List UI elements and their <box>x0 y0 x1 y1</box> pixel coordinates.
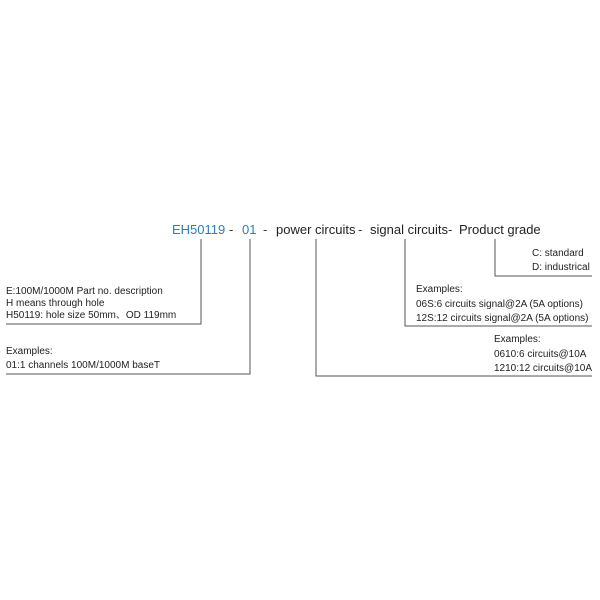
code-signal: signal circuits <box>370 222 449 237</box>
signal-example-2: 12S:12 circuits signal@2A (5A options) <box>416 313 589 324</box>
code-channel: 01 <box>242 222 257 237</box>
signal-example-1: 06S:6 circuits signal@2A (5A options) <box>416 299 583 310</box>
code-prefix: EH50119 <box>172 222 226 237</box>
power-examples-heading: Examples: <box>494 334 541 345</box>
grade-option-c: C: standard <box>532 248 584 259</box>
code-grade: Product grade <box>459 222 541 237</box>
prefix-desc-line-1: E:100M/1000M Part no. description <box>6 286 163 297</box>
code-separator-4: - <box>448 222 453 237</box>
code-separator-3: - <box>358 222 363 237</box>
signal-examples <box>416 284 588 325</box>
power-examples <box>494 334 592 375</box>
channel-examples-heading: Examples: <box>6 346 53 357</box>
prefix-description <box>6 286 176 322</box>
code-separator-1: - <box>229 222 234 237</box>
prefix-desc-line-2: H means through hole <box>6 298 105 309</box>
code-separator-2: - <box>263 222 268 237</box>
grade-options <box>532 248 590 274</box>
signal-examples-heading: Examples: <box>416 284 463 295</box>
channel-examples <box>6 346 160 372</box>
power-example-2: 1210:12 circuits@10A <box>494 363 592 374</box>
prefix-desc-line-3: H50119: hole size 50mm、OD 119mm <box>6 310 177 321</box>
grade-option-d: D: industrical <box>532 262 590 273</box>
code-power: power circuits <box>276 222 356 237</box>
channel-example-1: 01:1 channels 100M/1000M baseT <box>6 360 160 371</box>
power-example-1: 0610:6 circuits@10A <box>494 349 587 360</box>
